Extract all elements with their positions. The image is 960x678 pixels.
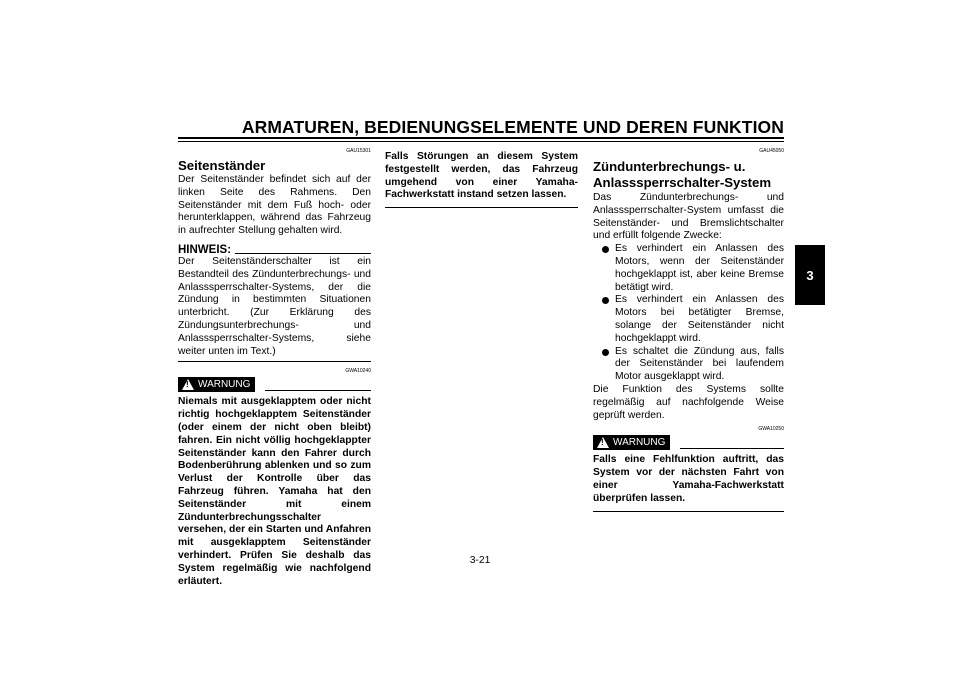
note-text: Der Seitenständerschalter ist ein Bestandteil des Zündunterbrechungs- und Anlasssperrschalter-Systems, der die Zündung in bestimmten Situationen unterbricht. (Zur Erklärung des Zündungsunterbrechungs- und Anlasssperrschalter-Systems, siehe weiter unten im Text.) [178,255,371,357]
note-end-rule [178,361,371,362]
sidestand-intro: Der Seitenständer befindet sich auf der linken Seite des Rahmens. Den Seitenständer mit dem Fuß hoch- oder herunterklappen, während das Fahrzeug in aufrechter Stellung gehalten wird. [178,174,371,237]
section-code: GAU45050 [759,148,784,154]
warning-triangle-icon: ! [597,437,609,448]
page-number: 3-21 [469,555,491,566]
warning-label: WARNUNG [198,379,251,391]
warning-badge [178,377,255,392]
chapter-tab: 3 [795,245,825,305]
warning-text: Niemals mit ausgeklapptem oder nicht richtig hochgeklapptem Seitenständer (oder einem der nicht oben bleibt) fahren. Ein nicht völlig hochgeklappter Seitenständer kann den Fahrer durch Bodenberührung ablenken und so zum Verlust der Kontrolle über das Fahrzeug führen. Yamaha hat den Seitenständer mit einem Zündunterbrechungsschalter versehen, der ein Starten und Anfahren mit ausgeklapptem Seitenständer verhindert. Prüfen Sie deshalb das System regelmäßig wie nachfolgend erläutert. [178,396,371,587]
column-middle [385,151,578,208]
section-heading-sidestand: Seitenständer [178,158,266,173]
header-rule-thin [178,141,784,142]
warning-header [593,435,784,450]
page-header-title: ARMATUREN, BEDIENUNGSELEMENTE UND DEREN FUNKTION [241,117,784,137]
section-heading-cutoff-system: Zündunterbrechungs- u. Anlasssperrschalter-System [593,159,772,190]
cutoff-outro: Die Funktion des Systems sollte regelmäßig auf nachfolgende Weise geprüft werden. [593,383,784,421]
warning-rule [265,390,371,391]
cutoff-intro: Das Zündunterbrechungs- und Anlasssperrschalter-System umfasst die Seitenständer- und Bremslichtschalter und erfüllt folgende Zwecke: [593,192,784,242]
column-left [178,148,371,588]
warning-code: GWA10240 [345,368,371,375]
list-item: Es verhindert ein Anlassen des Motors, wenn der Seitenständer hochgeklappt ist, aber keine Bremse betätigt wird. [593,243,784,294]
warning-label: WARNUNG [613,437,666,449]
header-rule [178,137,784,139]
cutoff-bullet-list [593,243,784,384]
list-item: Es verhindert ein Anlassen des Motors bei betätigter Bremse, solange der Seitenständer nicht hochgeklappt wird. [593,294,784,345]
warning-triangle-icon: ! [182,379,194,390]
warning-end-rule [593,511,784,512]
note-rule [235,253,371,254]
list-item: Es schaltet die Zündung aus, falls der Seitenständer bei laufendem Motor ausgeklappt wird. [593,346,784,384]
note-header [178,244,371,256]
warning-text-continued: Falls Störungen an diesem System festgestellt werden, das Fahrzeug umgehend von einer Yamaha-Fachwerkstatt instand setzen lassen. [385,151,578,201]
warning-text: Falls eine Fehlfunktion auftritt, das System vor der nächsten Fahrt von einer Yamaha-Fachwerkstatt überprüfen lassen. [593,454,784,504]
warning-end-rule [385,207,578,208]
note-label: HINWEIS: [178,243,232,256]
warning-code: GWA10250 [758,426,784,433]
column-right [593,148,784,512]
section-code: GAU15301 [346,148,371,154]
warning-badge [593,435,670,450]
warning-rule [680,448,784,449]
warning-header [178,377,371,392]
